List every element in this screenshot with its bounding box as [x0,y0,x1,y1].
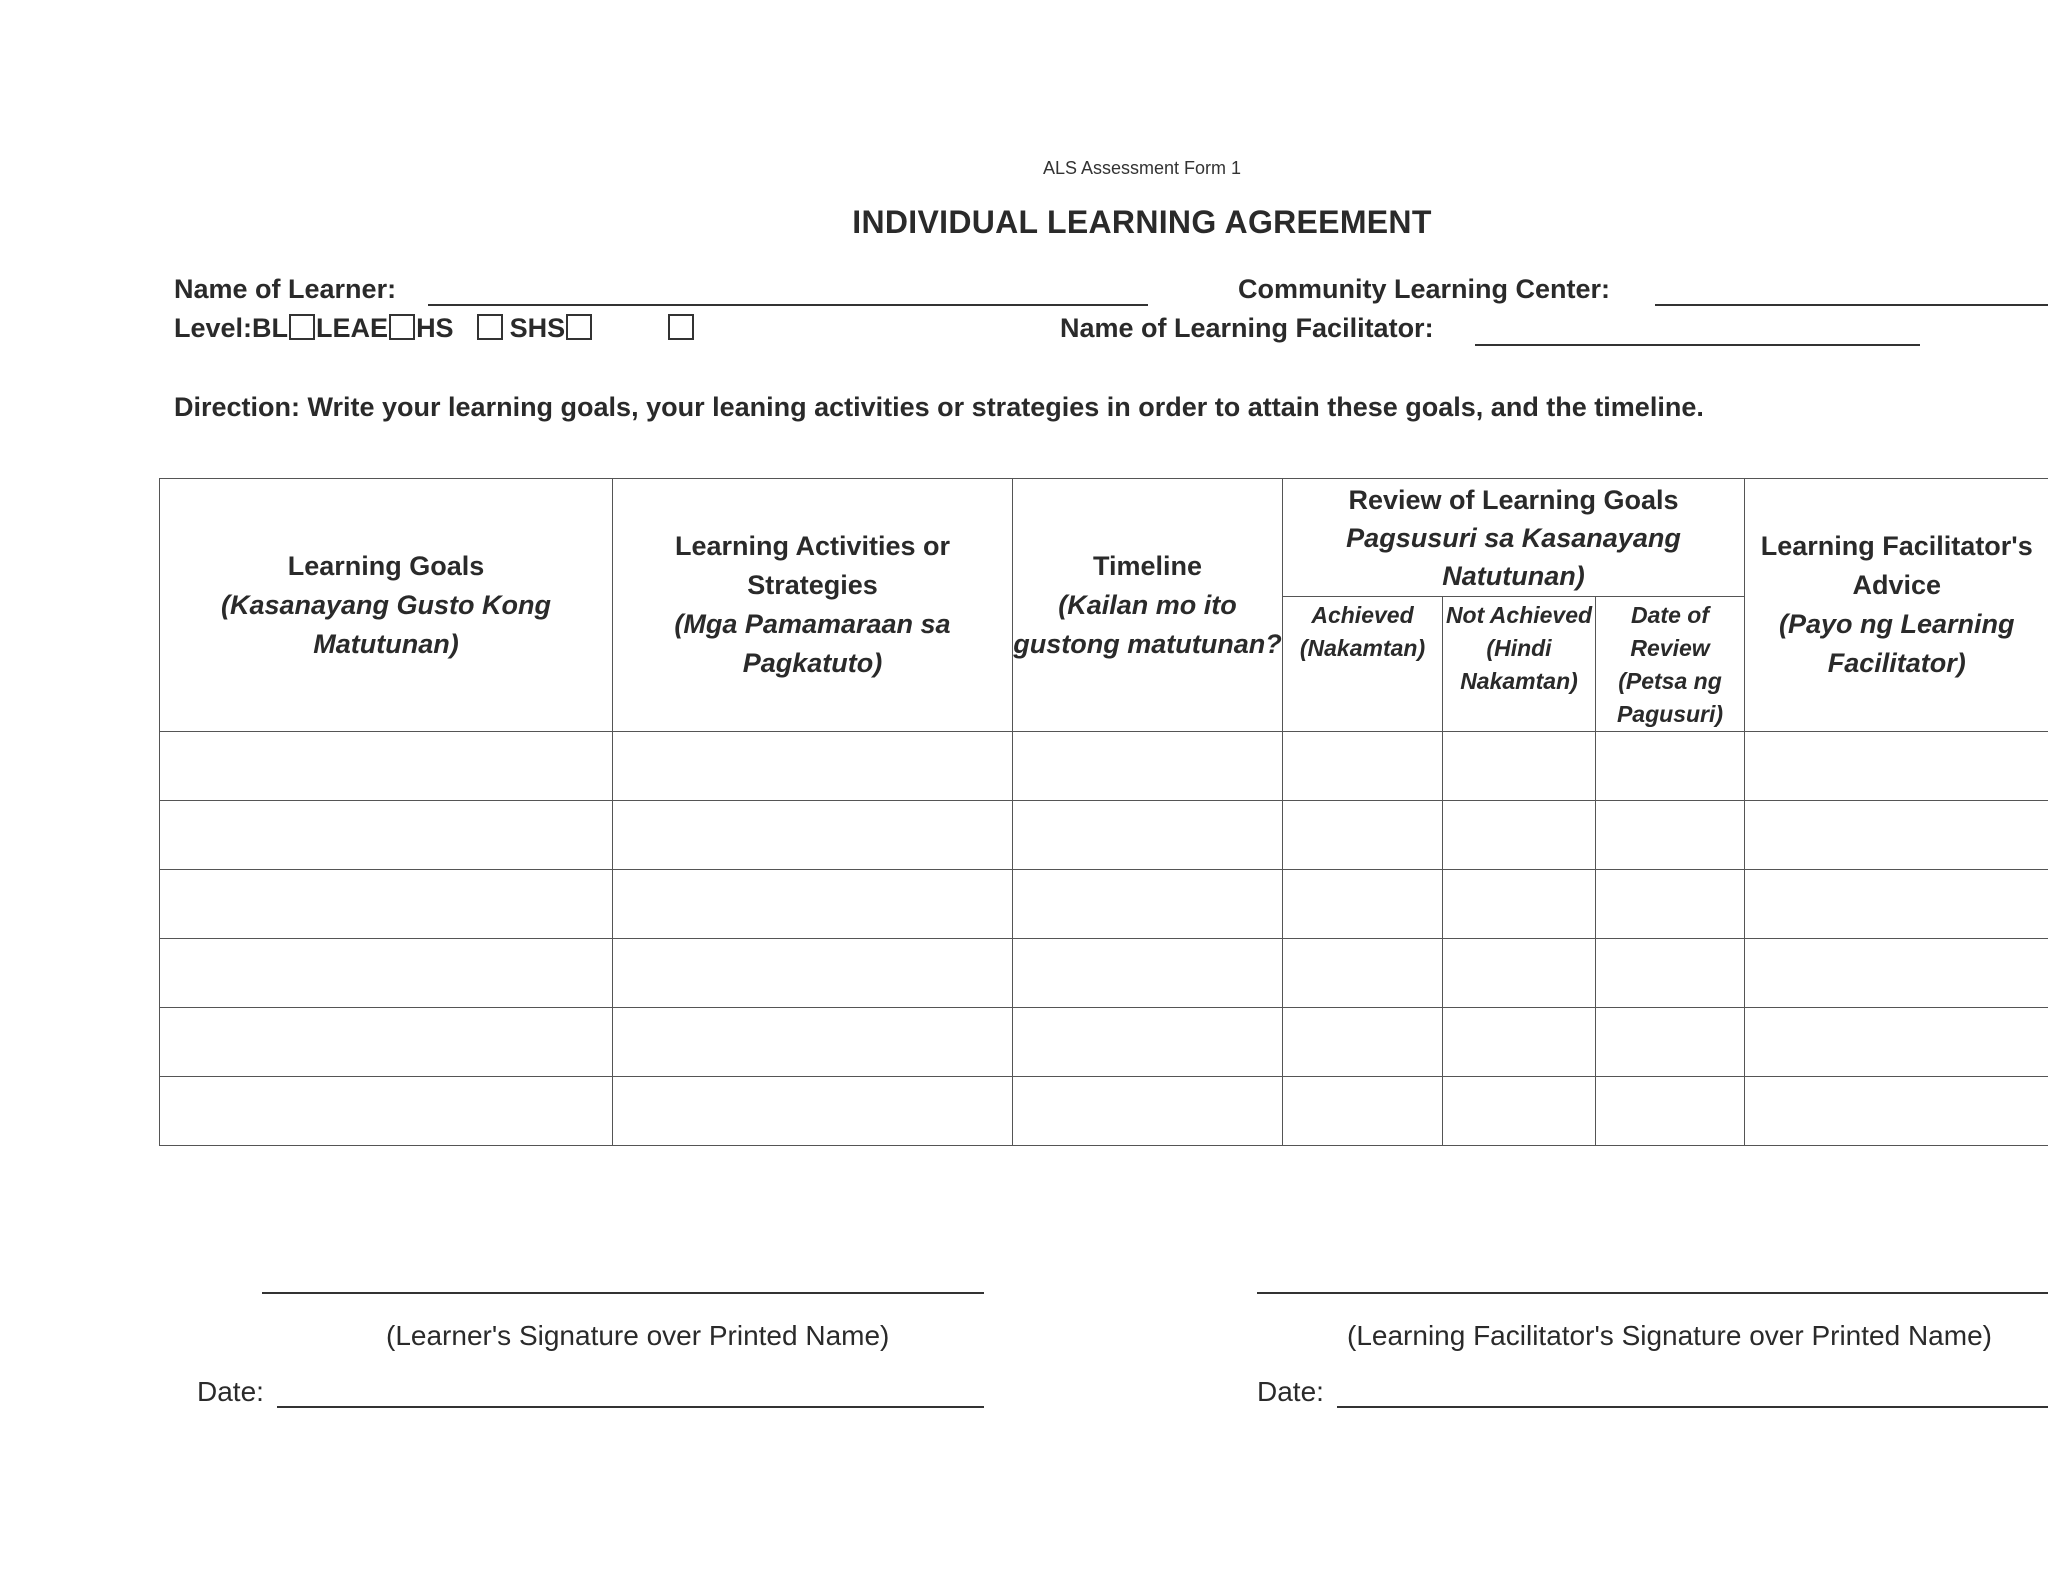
table-cell[interactable] [1596,1077,1745,1146]
level-option-shs: SHS [509,313,566,343]
table-row [160,801,2048,870]
table-cell[interactable] [613,801,1013,870]
facilitator-signature-caption: (Learning Facilitator's Signature over Printed Name) [1347,1320,1992,1351]
clc-field[interactable] [1655,304,2048,306]
table-cell[interactable] [1283,939,1443,1008]
table-cell[interactable] [160,1077,613,1146]
direction-text: Direction: Write your learning goals, your leaning activities or strategies in order to attain these goals, and the timeline. [174,392,1704,422]
table-row [160,1008,2048,1077]
learner-name-label: Name of Learner: [174,274,397,304]
table-cell[interactable] [160,939,613,1008]
review-title: Review of Learning Goals [1348,484,1679,515]
table-cell[interactable] [1443,939,1596,1008]
advice-title: Learning Facilitator's Advice [1760,531,2033,600]
level-checkbox-shs[interactable] [566,314,592,340]
learner-date-field[interactable] [277,1406,984,1408]
table-cell[interactable] [613,939,1013,1008]
col-learning-activities [613,479,1013,732]
facilitator-date-label: Date: [1257,1376,1324,1407]
learning-goals-subtitle: (Kasanayang Gusto Kong Matutunan) [220,589,552,659]
table-row [160,939,2048,1008]
table-cell[interactable] [1745,801,2048,870]
table-cell[interactable] [613,1008,1013,1077]
level-checkbox-leae[interactable] [389,314,415,340]
learner-date-label: Date: [197,1376,264,1407]
page-title: INDIVIDUAL LEARNING AGREEMENT [852,204,1432,240]
activities-subtitle: (Mga Pamamaraan sa Pagkatuto) [674,609,951,678]
table-cell[interactable] [613,1077,1013,1146]
table-cell[interactable] [1443,870,1596,939]
facilitator-date-field[interactable] [1337,1406,2048,1408]
col-not-achieved: Not Achieved (Hindi Nakamtan) [1443,597,1596,732]
review-subtitle: Pagsusuri sa Kasanayang Natutunan) [1346,522,1681,591]
table-cell[interactable] [1283,732,1443,801]
table-cell[interactable] [1745,732,2048,801]
table-cell[interactable] [613,870,1013,939]
level-checkbox-extra[interactable] [668,314,694,340]
col-date-review: Date of Review (Petsa ng Pagusuri) [1596,597,1745,732]
table-cell[interactable] [1443,732,1596,801]
table-cell[interactable] [160,870,613,939]
col-achieved: Achieved (Nakamtan) [1283,597,1443,732]
col-timeline [1013,479,1283,732]
level-option-leae: LEAE [316,313,389,343]
table-cell[interactable] [1596,732,1745,801]
table-cell[interactable] [1283,870,1443,939]
facilitator-signature-line[interactable] [1257,1292,2048,1294]
table-cell[interactable] [160,801,613,870]
table-cell[interactable] [1596,870,1745,939]
table-cell[interactable] [613,732,1013,801]
table-cell[interactable] [1443,801,1596,870]
timeline-subtitle: (Kailan mo ito gustong matutunan? [1013,589,1282,659]
level-checkbox-bl[interactable] [289,314,315,340]
table-cell[interactable] [1283,1077,1443,1146]
learning-agreement-table [159,478,2048,1146]
col-advice [1745,479,2048,732]
col-review [1283,479,1745,597]
table-cell[interactable] [1596,801,1745,870]
timeline-title: Timeline [1092,550,1203,581]
col-learning-goals [160,479,613,732]
facilitator-label: Name of Learning Facilitator: [1060,313,1434,343]
table-row [160,732,2048,801]
level-row [174,313,695,344]
table-cell[interactable] [1283,1008,1443,1077]
level-option-bl: BL [252,313,289,343]
level-option-hs: HS [416,313,454,343]
table-cell[interactable] [1745,1008,2048,1077]
activities-title: Learning Activities or Strategies [674,531,951,600]
table-cell[interactable] [1283,801,1443,870]
table-cell[interactable] [1013,1008,1283,1077]
level-label: Level: [174,313,253,343]
table-cell[interactable] [1745,939,2048,1008]
table-cell[interactable] [1596,939,1745,1008]
clc-label: Community Learning Center: [1238,274,1611,304]
table-row [160,870,2048,939]
table-cell[interactable] [1443,1077,1596,1146]
advice-subtitle: (Payo ng Learning Facilitator) [1779,609,2015,678]
form-number: ALS Assessment Form 1 [1042,158,1242,178]
table-cell[interactable] [1745,870,2048,939]
table-cell[interactable] [1013,939,1283,1008]
facilitator-field[interactable] [1475,344,1920,346]
table-cell[interactable] [1596,1008,1745,1077]
level-checkbox-hs[interactable] [477,314,503,340]
table-cell[interactable] [160,732,613,801]
table-cell[interactable] [160,1008,613,1077]
table-cell[interactable] [1013,732,1283,801]
learner-signature-line[interactable] [262,1292,984,1294]
learner-signature-caption: (Learner's Signature over Printed Name) [386,1320,890,1351]
table-cell[interactable] [1013,801,1283,870]
table-cell[interactable] [1443,1008,1596,1077]
learning-goals-title: Learning Goals [287,550,485,581]
learner-name-field[interactable] [428,304,1148,306]
table-row [160,1077,2048,1146]
table-cell[interactable] [1745,1077,2048,1146]
table-cell[interactable] [1013,1077,1283,1146]
table-cell[interactable] [1013,870,1283,939]
